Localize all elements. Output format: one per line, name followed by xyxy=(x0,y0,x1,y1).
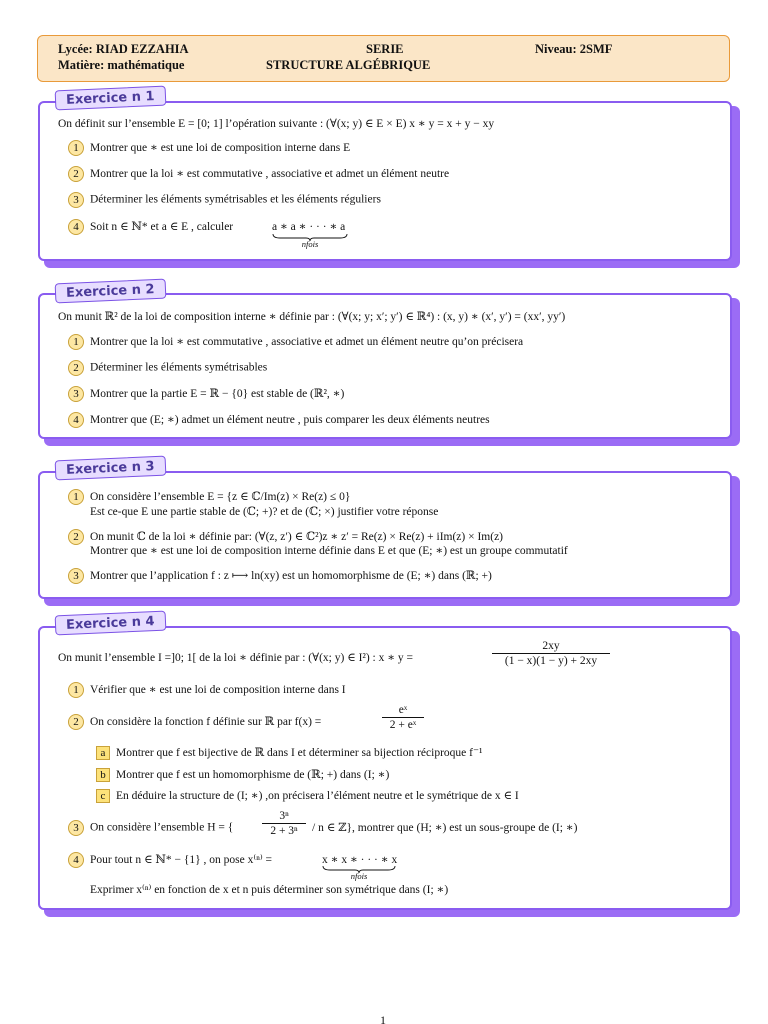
ex2-item-2 xyxy=(68,360,267,376)
ex4-item-4 xyxy=(68,852,272,868)
ex4-item-3-pre: On considère l’ensemble H = { xyxy=(90,821,234,834)
ex2-item-1 xyxy=(68,334,523,350)
ex1-item-3-text: Déterminer les éléments symétrisables et les éléments réguliers xyxy=(90,193,381,206)
ex3-title-tag: Exercice n 3 xyxy=(55,456,166,481)
ex2-item-1-text: Montrer que la loi ∗ est commutative , associative et admet un élément neutre qu’on précisera xyxy=(90,336,524,348)
ex4-title-tag: Exercice n 4 xyxy=(55,611,166,636)
page-number: 1 xyxy=(380,1013,386,1024)
number-badge: 3 xyxy=(68,820,84,836)
fraction-numerator: 3ⁿ xyxy=(279,810,289,822)
number-badge: 3 xyxy=(68,568,84,584)
fraction-denominator: (1 − x)(1 − y) + 2xy xyxy=(504,655,598,667)
ex2-item-4-text: Montrer que (E; ∗) admet un élément neutre , puis comparer les deux éléments neutres xyxy=(90,414,490,426)
ex2-item-4 xyxy=(68,412,490,428)
letter-badge: a xyxy=(96,746,110,760)
niveau-label: Niveau: 2SMF xyxy=(535,42,613,56)
number-badge: 2 xyxy=(68,529,84,545)
ex4-sub-b xyxy=(96,767,389,782)
number-badge: 2 xyxy=(68,714,84,730)
letter-badge: b xyxy=(96,768,110,782)
ex4-sub-c xyxy=(96,788,519,803)
ex1-item-3 xyxy=(68,192,381,208)
ex4-intro: On munit l’ensemble I =]0; 1[ de la loi ∗ définie par : (∀(x; y) ∈ I²) : x ∗ y = xyxy=(58,652,414,664)
fraction-numerator: eˣ xyxy=(398,704,408,716)
ex4-sub-c-text: En déduire la structure de (I; ∗) ,on précisera l’élément neutre et le symétrique de x ∈ I xyxy=(116,790,519,802)
ex4-item-2 xyxy=(68,714,321,730)
matiere-label: Matière: mathématique xyxy=(58,58,185,72)
letter-badge: c xyxy=(96,789,110,803)
ex1-title-tag: Exercice n 1 xyxy=(55,86,166,111)
ex3-box xyxy=(38,471,732,599)
ex4-h-fraction xyxy=(262,810,306,837)
number-badge: 4 xyxy=(68,412,84,428)
number-badge: 2 xyxy=(68,166,84,182)
ex4-sub-a-text: Montrer que f est bijective de ℝ dans I et déterminer sa bijection réciproque f⁻¹ xyxy=(116,747,483,759)
ex4-item-4-text: Pour tout n ∈ ℕ* − {1} , on pose x⁽ⁿ⁾ = xyxy=(90,854,273,866)
ex1-brace-label: nfois xyxy=(301,239,319,249)
ex4-product: x ∗ x ∗ · · · ∗ x xyxy=(322,854,398,866)
fraction-bar xyxy=(262,823,306,824)
ex1-item-4-text: Soit n ∈ ℕ* et a ∈ E , calculer xyxy=(90,221,234,233)
ex3-item-3-text: Montrer que l’application f : z ⟼ ln(xy) est un homomorphisme de (E; ∗) dans (ℝ; +) xyxy=(90,570,492,582)
number-badge: 1 xyxy=(68,334,84,350)
ex4-item-1-text: Vérifier que ∗ est une loi de composition interne dans I xyxy=(90,684,346,696)
structure-label: STRUCTURE ALGÉBRIQUE xyxy=(266,58,431,72)
ex1-item-1-text: Montrer que ∗ est une loi de composition interne dans E xyxy=(90,142,351,154)
ex2-item-2-text: Déterminer les éléments symétrisables xyxy=(90,361,268,374)
ex1-product: a ∗ a ∗ · · · ∗ a xyxy=(272,221,346,233)
ex4-item-4b: Exprimer x⁽ⁿ⁾ en fonction de x et n puis déterminer son symétrique dans (I; ∗) xyxy=(90,884,449,896)
ex3-item-2a-text: On munit ℂ de la loi ∗ définie par: (∀(z, z′) ∈ ℂ²)z ∗ z′ = Re(z) × Re(z) + iIm(z) × Im(z) xyxy=(90,531,504,543)
ex1-intro: On définit sur l’ensemble E = [0; 1] l’opération suivante : (∀(x; y) ∈ E × E) x ∗ y = x + y − xy xyxy=(58,118,495,130)
header-box xyxy=(37,35,730,82)
ex4-sub-a xyxy=(96,745,483,760)
ex3-item-1a-text: On considère l’ensemble E = {z ∈ ℂ/Im(z) × Re(z) ≤ 0} xyxy=(90,491,351,503)
lycee-label: Lycée: RIAD EZZAHIA xyxy=(58,42,189,56)
ex1-box xyxy=(38,101,732,261)
fraction-bar xyxy=(382,717,424,718)
ex4-brace-label: nfois xyxy=(350,871,368,881)
ex1-item-2-text: Montrer que la loi ∗ est commutative , associative et admet un élément neutre xyxy=(90,168,450,180)
serie-label: SERIE xyxy=(366,42,404,56)
ex4-item-3 xyxy=(68,820,233,836)
ex2-intro: On munit ℝ² de la loi de composition interne ∗ définie par : (∀(x; y; x′; y′) ∈ ℝ⁴) : (x, y) ∗ (x′, y′) = (xx′, yy′) xyxy=(58,311,566,323)
ex1-item-2 xyxy=(68,166,449,182)
number-badge: 3 xyxy=(68,386,84,402)
ex2-box xyxy=(38,293,732,439)
ex2-item-3-text: Montrer que la partie E = ℝ − {0} est stable de (ℝ², ∗) xyxy=(90,388,345,400)
ex4-f-fraction xyxy=(382,704,424,731)
number-badge: 4 xyxy=(68,219,84,235)
ex4-item-2-text: On considère la fonction f définie sur ℝ par f(x) = xyxy=(90,716,322,728)
ex3-item-1a xyxy=(68,489,350,505)
ex1-item-1 xyxy=(68,140,350,156)
ex4-box xyxy=(38,626,732,910)
number-badge: 2 xyxy=(68,360,84,376)
ex1-item-4 xyxy=(68,219,233,235)
number-badge: 1 xyxy=(68,140,84,156)
ex4-item-3-post: / n ∈ ℤ}, montrer que (H; ∗) est un sous-groupe de (I; ∗) xyxy=(312,822,578,834)
fraction-numerator: 2xy xyxy=(542,640,560,652)
number-badge: 1 xyxy=(68,489,84,505)
ex3-item-1b: Est ce-que E une partie stable de (ℂ; +)? et de (ℂ; ×) justifier votre réponse xyxy=(90,506,439,518)
ex3-item-2b: Montrer que ∗ est une loi de composition interne définie dans E et que (E; ∗) est un groupe commutatif xyxy=(90,545,568,557)
number-badge: 1 xyxy=(68,682,84,698)
ex4-law-fraction xyxy=(492,640,610,667)
number-badge: 4 xyxy=(68,852,84,868)
ex4-sub-b-text: Montrer que f est un homomorphisme de (ℝ; +) dans (I; ∗) xyxy=(116,769,390,781)
ex4-item-1 xyxy=(68,682,346,698)
ex2-item-3 xyxy=(68,386,344,402)
fraction-bar xyxy=(492,653,610,654)
fraction-denominator: 2 + eˣ xyxy=(389,719,417,731)
fraction-denominator: 2 + 3ⁿ xyxy=(270,825,298,837)
ex2-title-tag: Exercice n 2 xyxy=(55,279,166,304)
number-badge: 3 xyxy=(68,192,84,208)
ex3-item-3 xyxy=(68,568,492,584)
